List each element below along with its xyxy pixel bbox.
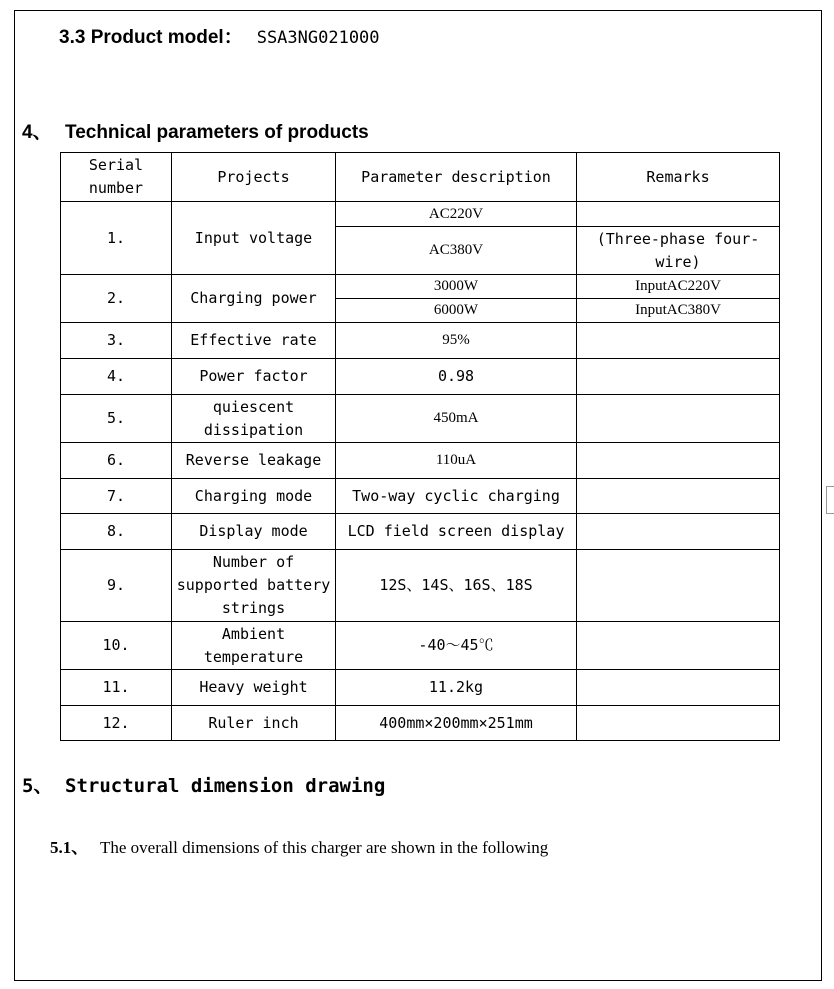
subsection-5-1-number: 5.1、 — [50, 838, 89, 857]
project-cell: Charging power — [172, 275, 336, 323]
param-cell: 95% — [336, 323, 577, 359]
param-cell: 3000W — [336, 275, 577, 299]
project-cell: Number of supported battery strings — [172, 550, 336, 622]
table-row — [61, 443, 780, 479]
project-cell: Effective rate — [172, 323, 336, 359]
subsection-5-1-text: The overall dimensions of this charger are shown in the following — [100, 838, 549, 857]
section-5-number: 5、 — [22, 775, 53, 797]
remark-cell: InputAC220V — [577, 275, 780, 299]
remark-cell — [577, 550, 780, 622]
table-header-row — [61, 153, 780, 202]
param-cell: -40～45℃ — [336, 622, 577, 670]
param-cell: 450mA — [336, 395, 577, 443]
section-4-number: 4、 — [22, 122, 52, 143]
product-model-value: SSA3NG021000 — [256, 28, 380, 48]
table-row — [61, 550, 780, 622]
project-cell: quiescent dissipation — [172, 395, 336, 443]
table-row — [61, 622, 780, 670]
serial-cell: 4. — [61, 359, 172, 395]
section-5-heading — [22, 771, 385, 798]
project-cell: Display mode — [172, 514, 336, 550]
page-edge-marker — [826, 486, 834, 514]
product-model-line — [59, 22, 380, 49]
section-5-title: Structural dimension drawing — [65, 775, 386, 797]
serial-cell: 3. — [61, 323, 172, 359]
table-row — [61, 395, 780, 443]
serial-cell: 8. — [61, 514, 172, 550]
project-cell: Charging mode — [172, 479, 336, 514]
serial-cell: 1. — [61, 202, 172, 275]
remark-cell — [577, 706, 780, 741]
remark-cell: (Three-phase four-wire) — [577, 227, 780, 275]
remark-cell — [577, 622, 780, 670]
subsection-5-1 — [50, 833, 548, 858]
project-cell: Input voltage — [172, 202, 336, 275]
remark-cell — [577, 670, 780, 706]
serial-cell: 6. — [61, 443, 172, 479]
serial-cell: 9. — [61, 550, 172, 622]
remark-cell — [577, 514, 780, 550]
remark-cell: InputAC380V — [577, 299, 780, 323]
param-cell: 11.2kg — [336, 670, 577, 706]
param-cell: 0.98 — [336, 359, 577, 395]
project-cell: Ruler inch — [172, 706, 336, 741]
serial-cell: 11. — [61, 670, 172, 706]
remark-cell — [577, 395, 780, 443]
technical-parameters-table — [60, 152, 780, 741]
table-row — [61, 479, 780, 514]
table-row — [61, 202, 780, 227]
param-cell: AC220V — [336, 202, 577, 227]
table-row — [61, 323, 780, 359]
param-cell: 110uA — [336, 443, 577, 479]
remark-cell — [577, 202, 780, 227]
table-row — [61, 670, 780, 706]
remark-cell — [577, 323, 780, 359]
project-cell: Heavy weight — [172, 670, 336, 706]
header-parameter-description: Parameter description — [336, 153, 577, 202]
param-cell: AC380V — [336, 227, 577, 275]
serial-cell: 5. — [61, 395, 172, 443]
serial-cell: 2. — [61, 275, 172, 323]
header-serial-number: Serial number — [61, 153, 172, 202]
project-cell: Ambient temperature — [172, 622, 336, 670]
param-cell: Two-way cyclic charging — [336, 479, 577, 514]
remark-cell — [577, 443, 780, 479]
param-cell: 6000W — [336, 299, 577, 323]
table-row — [61, 514, 780, 550]
table-row — [61, 706, 780, 741]
section-4-heading — [22, 117, 369, 144]
section-4-title: Technical parameters of products — [65, 122, 369, 143]
product-model-label: 3.3 Product model： — [59, 27, 243, 48]
table-row — [61, 275, 780, 299]
project-cell: Power factor — [172, 359, 336, 395]
header-remarks: Remarks — [577, 153, 780, 202]
param-cell: 400mm×200mm×251mm — [336, 706, 577, 741]
table-row — [61, 359, 780, 395]
project-cell: Reverse leakage — [172, 443, 336, 479]
remark-cell — [577, 359, 780, 395]
param-cell: 12S、14S、16S、18S — [336, 550, 577, 622]
serial-cell: 10. — [61, 622, 172, 670]
serial-cell: 7. — [61, 479, 172, 514]
serial-cell: 12. — [61, 706, 172, 741]
header-projects: Projects — [172, 153, 336, 202]
param-cell: LCD field screen display — [336, 514, 577, 550]
remark-cell — [577, 479, 780, 514]
